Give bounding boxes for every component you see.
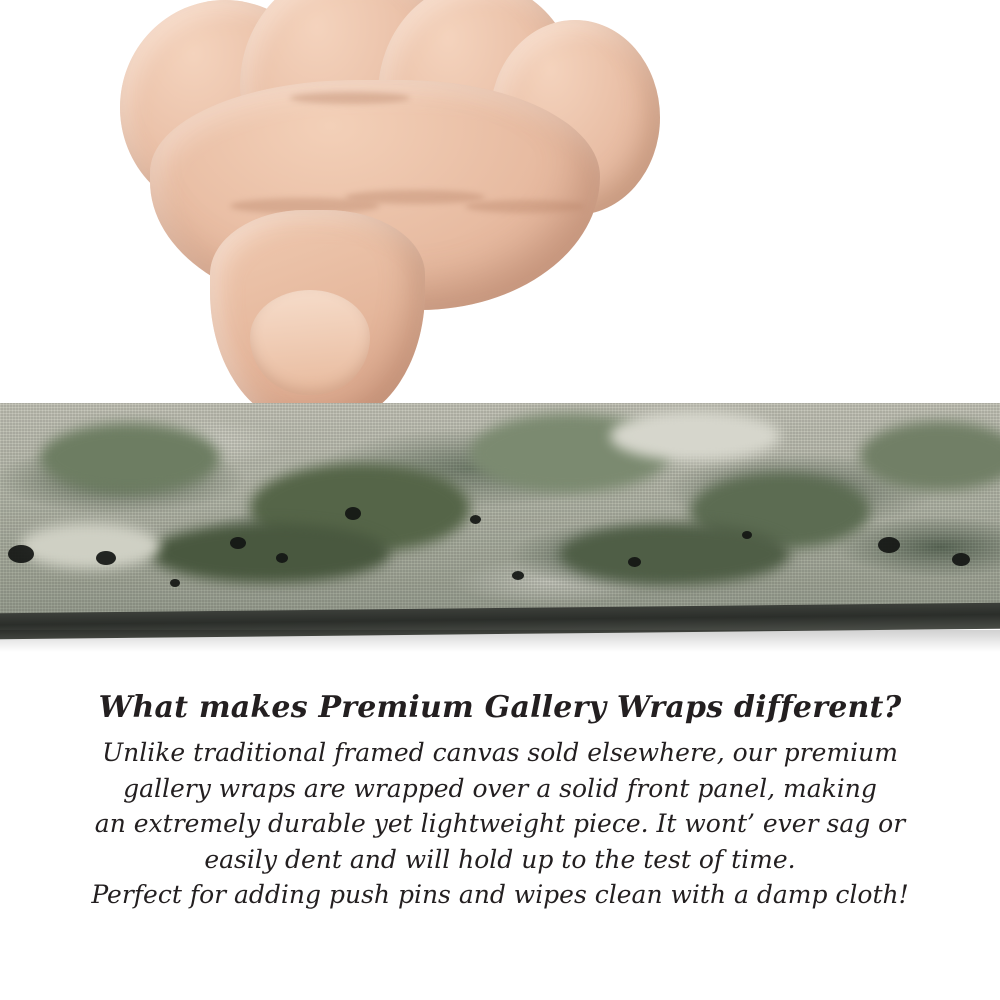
- caption-line: an extremely durable yet lightweight piece. It wont’ ever sag or: [94, 809, 906, 838]
- canvas-wrap-edge: [0, 403, 1000, 621]
- canvas-dark-speck: [742, 531, 752, 539]
- canvas-dark-speck: [170, 579, 180, 587]
- canvas-dark-speck: [345, 507, 361, 520]
- caption-body: [0, 735, 1000, 913]
- canvas-highlight-blotch: [610, 411, 780, 461]
- canvas-paint-blotch: [150, 523, 390, 583]
- canvas-paint-blotch: [560, 523, 790, 585]
- canvas-dark-speck: [512, 571, 524, 580]
- caption-line: gallery wraps are wrapped over a solid front panel, making: [123, 773, 877, 803]
- canvas-dark-speck: [878, 537, 900, 553]
- canvas-drop-shadow: [0, 630, 1000, 652]
- canvas-dark-speck: [8, 545, 34, 563]
- skin-crease: [345, 190, 485, 204]
- caption-line: Unlike traditional framed canvas sold elsewhere, our premium: [102, 738, 898, 767]
- canvas-highlight-blotch: [20, 523, 160, 569]
- skin-crease: [465, 200, 585, 213]
- caption-line: Perfect for adding push pins and wipes clean with a damp cloth!: [91, 880, 909, 909]
- hand-illustration: [90, 0, 650, 430]
- canvas-dark-speck: [230, 537, 246, 549]
- canvas-dark-speck: [276, 553, 288, 563]
- canvas-dark-speck: [470, 515, 481, 524]
- caption-heading: What makes Premium Gallery Wraps different?: [98, 690, 902, 725]
- caption-line: easily dent and will hold up to the test of time.: [204, 844, 796, 874]
- canvas-dark-speck: [628, 557, 641, 567]
- skin-crease: [290, 92, 410, 104]
- caption-block: [0, 690, 1000, 913]
- canvas-dark-speck: [96, 551, 116, 565]
- canvas-dark-speck: [952, 553, 970, 566]
- canvas-paint-blotch: [40, 423, 220, 493]
